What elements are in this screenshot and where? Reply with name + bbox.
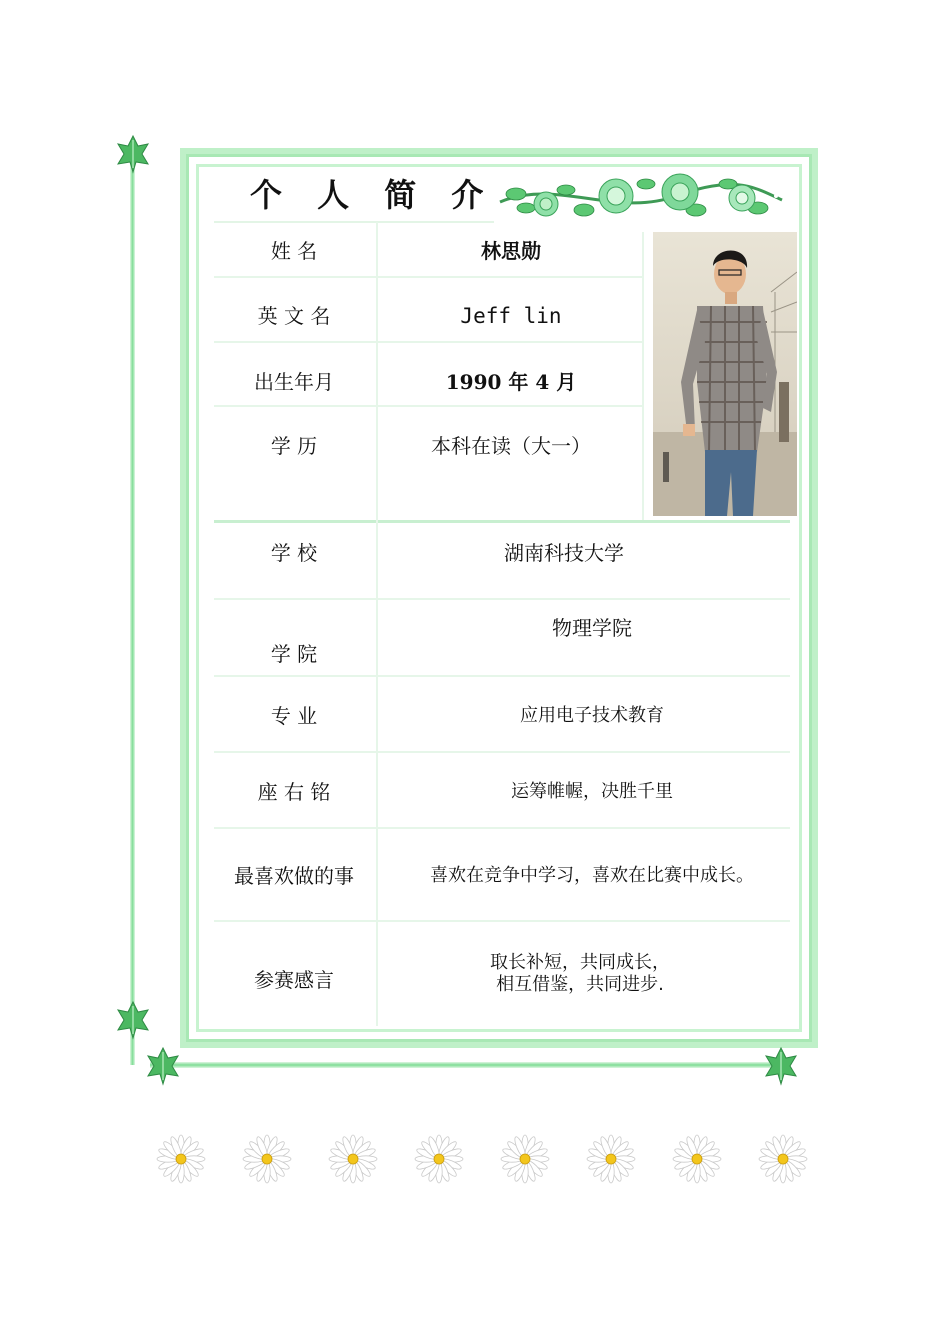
ivy-leaf-icon [116, 134, 150, 174]
ivy-leaf-icon [764, 1046, 798, 1086]
english-name-label: 英 文 名 [257, 303, 331, 328]
school-value: 湖南科技大学 [504, 540, 624, 565]
page-title: 个 人 简 介 [250, 176, 496, 214]
college-value: 物理学院 [552, 615, 632, 640]
daisy-icon [328, 1134, 378, 1184]
daisy-icon [156, 1134, 206, 1184]
left-vine [130, 150, 135, 1065]
motto-value: 运筹帷幄，决胜千里 [511, 780, 673, 802]
english-name-value: Jeff lin [460, 303, 562, 328]
feeling-value-line1: 取长补短，共同成长， [490, 951, 670, 973]
major-value: 应用电子技术教育 [520, 704, 664, 726]
portrait-photo [653, 232, 797, 516]
ivy-leaf-icon [146, 1046, 180, 1086]
ivy-leaf-icon [116, 1000, 150, 1040]
feeling-value [380, 944, 780, 1004]
college-label: 学 院 [270, 641, 318, 666]
birth-value: 1990 年 4 月 [445, 369, 577, 394]
name-value: 林思勋 [481, 238, 541, 263]
feeling-value-line2: 相互借鉴，共同进步. [496, 974, 664, 995]
hobby-value: 喜欢在竞争中学习，喜欢在比赛中成长。 [430, 864, 754, 886]
feeling-label: 参赛感言 [254, 967, 334, 992]
daisy-icon [414, 1134, 464, 1184]
education-value: 本科在读（大一） [431, 433, 591, 458]
hobby-label: 最喜欢做的事 [234, 863, 354, 888]
daisy-icon [242, 1134, 292, 1184]
daisy-icon [672, 1134, 722, 1184]
rose-garland-icon [496, 168, 786, 226]
daisy-icon [586, 1134, 636, 1184]
motto-label: 座 右 铭 [257, 779, 331, 804]
title-underline [214, 221, 494, 223]
birth-label: 出生年月 [254, 369, 334, 394]
school-label: 学 校 [270, 540, 318, 565]
education-label: 学 历 [270, 433, 318, 458]
name-label: 姓 名 [270, 238, 318, 263]
daisy-icon [758, 1134, 808, 1184]
bottom-vine [150, 1062, 790, 1068]
daisy-icon [500, 1134, 550, 1184]
major-label: 专 业 [270, 703, 318, 728]
